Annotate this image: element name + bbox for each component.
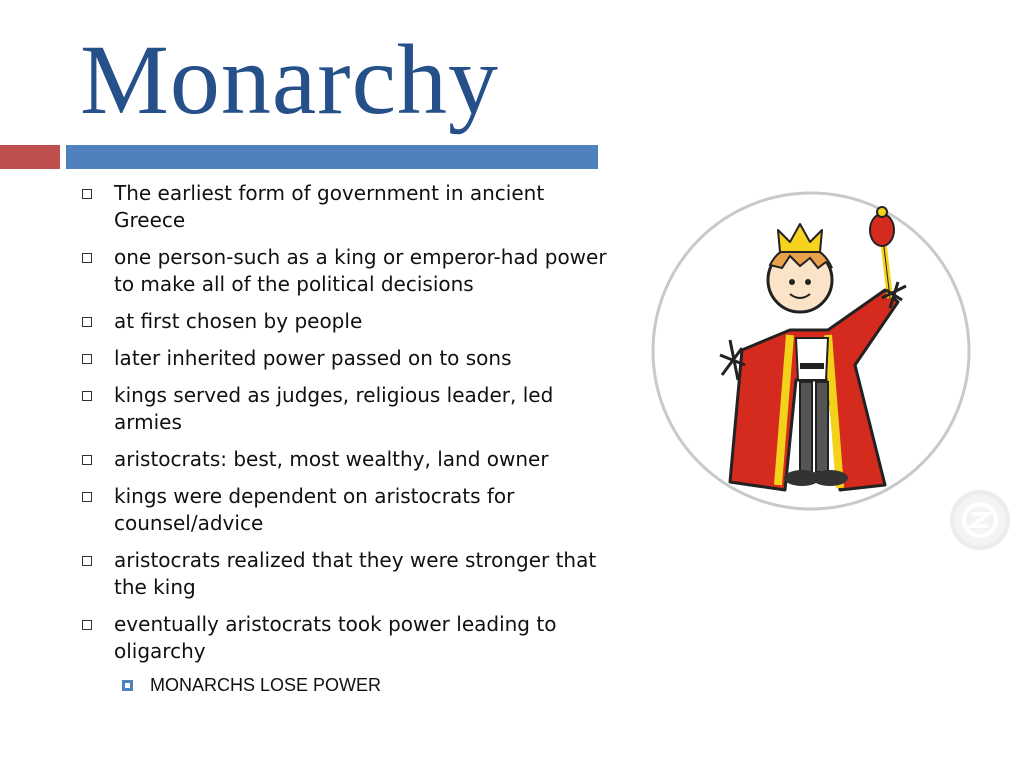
- hollow-square-icon: [82, 253, 92, 263]
- filled-blue-square-icon: [122, 680, 133, 691]
- bullet-text: later inherited power passed on to sons: [114, 346, 512, 370]
- bullet-item: [78, 244, 608, 298]
- bullet-text: The earliest form of government in ancient Greece: [114, 181, 545, 232]
- bullet-content: [78, 180, 608, 697]
- bullet-text: eventually aristocrats took power leading to oligarchy: [114, 612, 557, 663]
- sub-bullet-item: [78, 673, 608, 697]
- bullet-item: [78, 308, 608, 335]
- watermark-logo-icon: [948, 488, 1012, 552]
- hollow-square-icon: [82, 189, 92, 199]
- bullet-item: [78, 446, 608, 473]
- accent-bar-blue: [66, 145, 598, 169]
- bullet-text: aristocrats realized that they were stronger that the king: [114, 548, 597, 599]
- hollow-square-icon: [82, 620, 92, 630]
- bullet-item: [78, 180, 608, 234]
- bullet-item: [78, 547, 608, 601]
- bullet-item: [78, 611, 608, 665]
- bullet-text: one person-such as a king or emperor-had power to make all of the political decisions: [114, 245, 607, 296]
- bullet-text: kings were dependent on aristocrats for counsel/advice: [114, 484, 515, 535]
- hollow-square-icon: [82, 492, 92, 502]
- accent-bar-red: [0, 145, 60, 169]
- bullet-text: aristocrats: best, most wealthy, land owner: [114, 447, 549, 471]
- hollow-square-icon: [82, 354, 92, 364]
- bullet-list: [78, 180, 608, 665]
- sub-bullet-text: MONARCHS LOSE POWER: [150, 675, 382, 695]
- sub-bullet-list: [78, 673, 608, 697]
- slide-title: Monarchy: [80, 24, 499, 135]
- hollow-square-icon: [82, 391, 92, 401]
- bullet-item: [78, 483, 608, 537]
- hollow-square-icon: [82, 556, 92, 566]
- hollow-square-icon: [82, 455, 92, 465]
- hollow-square-icon: [82, 317, 92, 327]
- bullet-text: at first chosen by people: [114, 309, 363, 333]
- bullet-text: kings served as judges, religious leader, led armies: [114, 383, 554, 434]
- cartoon-king-sticker: [650, 190, 972, 512]
- bullet-item: [78, 345, 608, 372]
- bullet-item: [78, 382, 608, 436]
